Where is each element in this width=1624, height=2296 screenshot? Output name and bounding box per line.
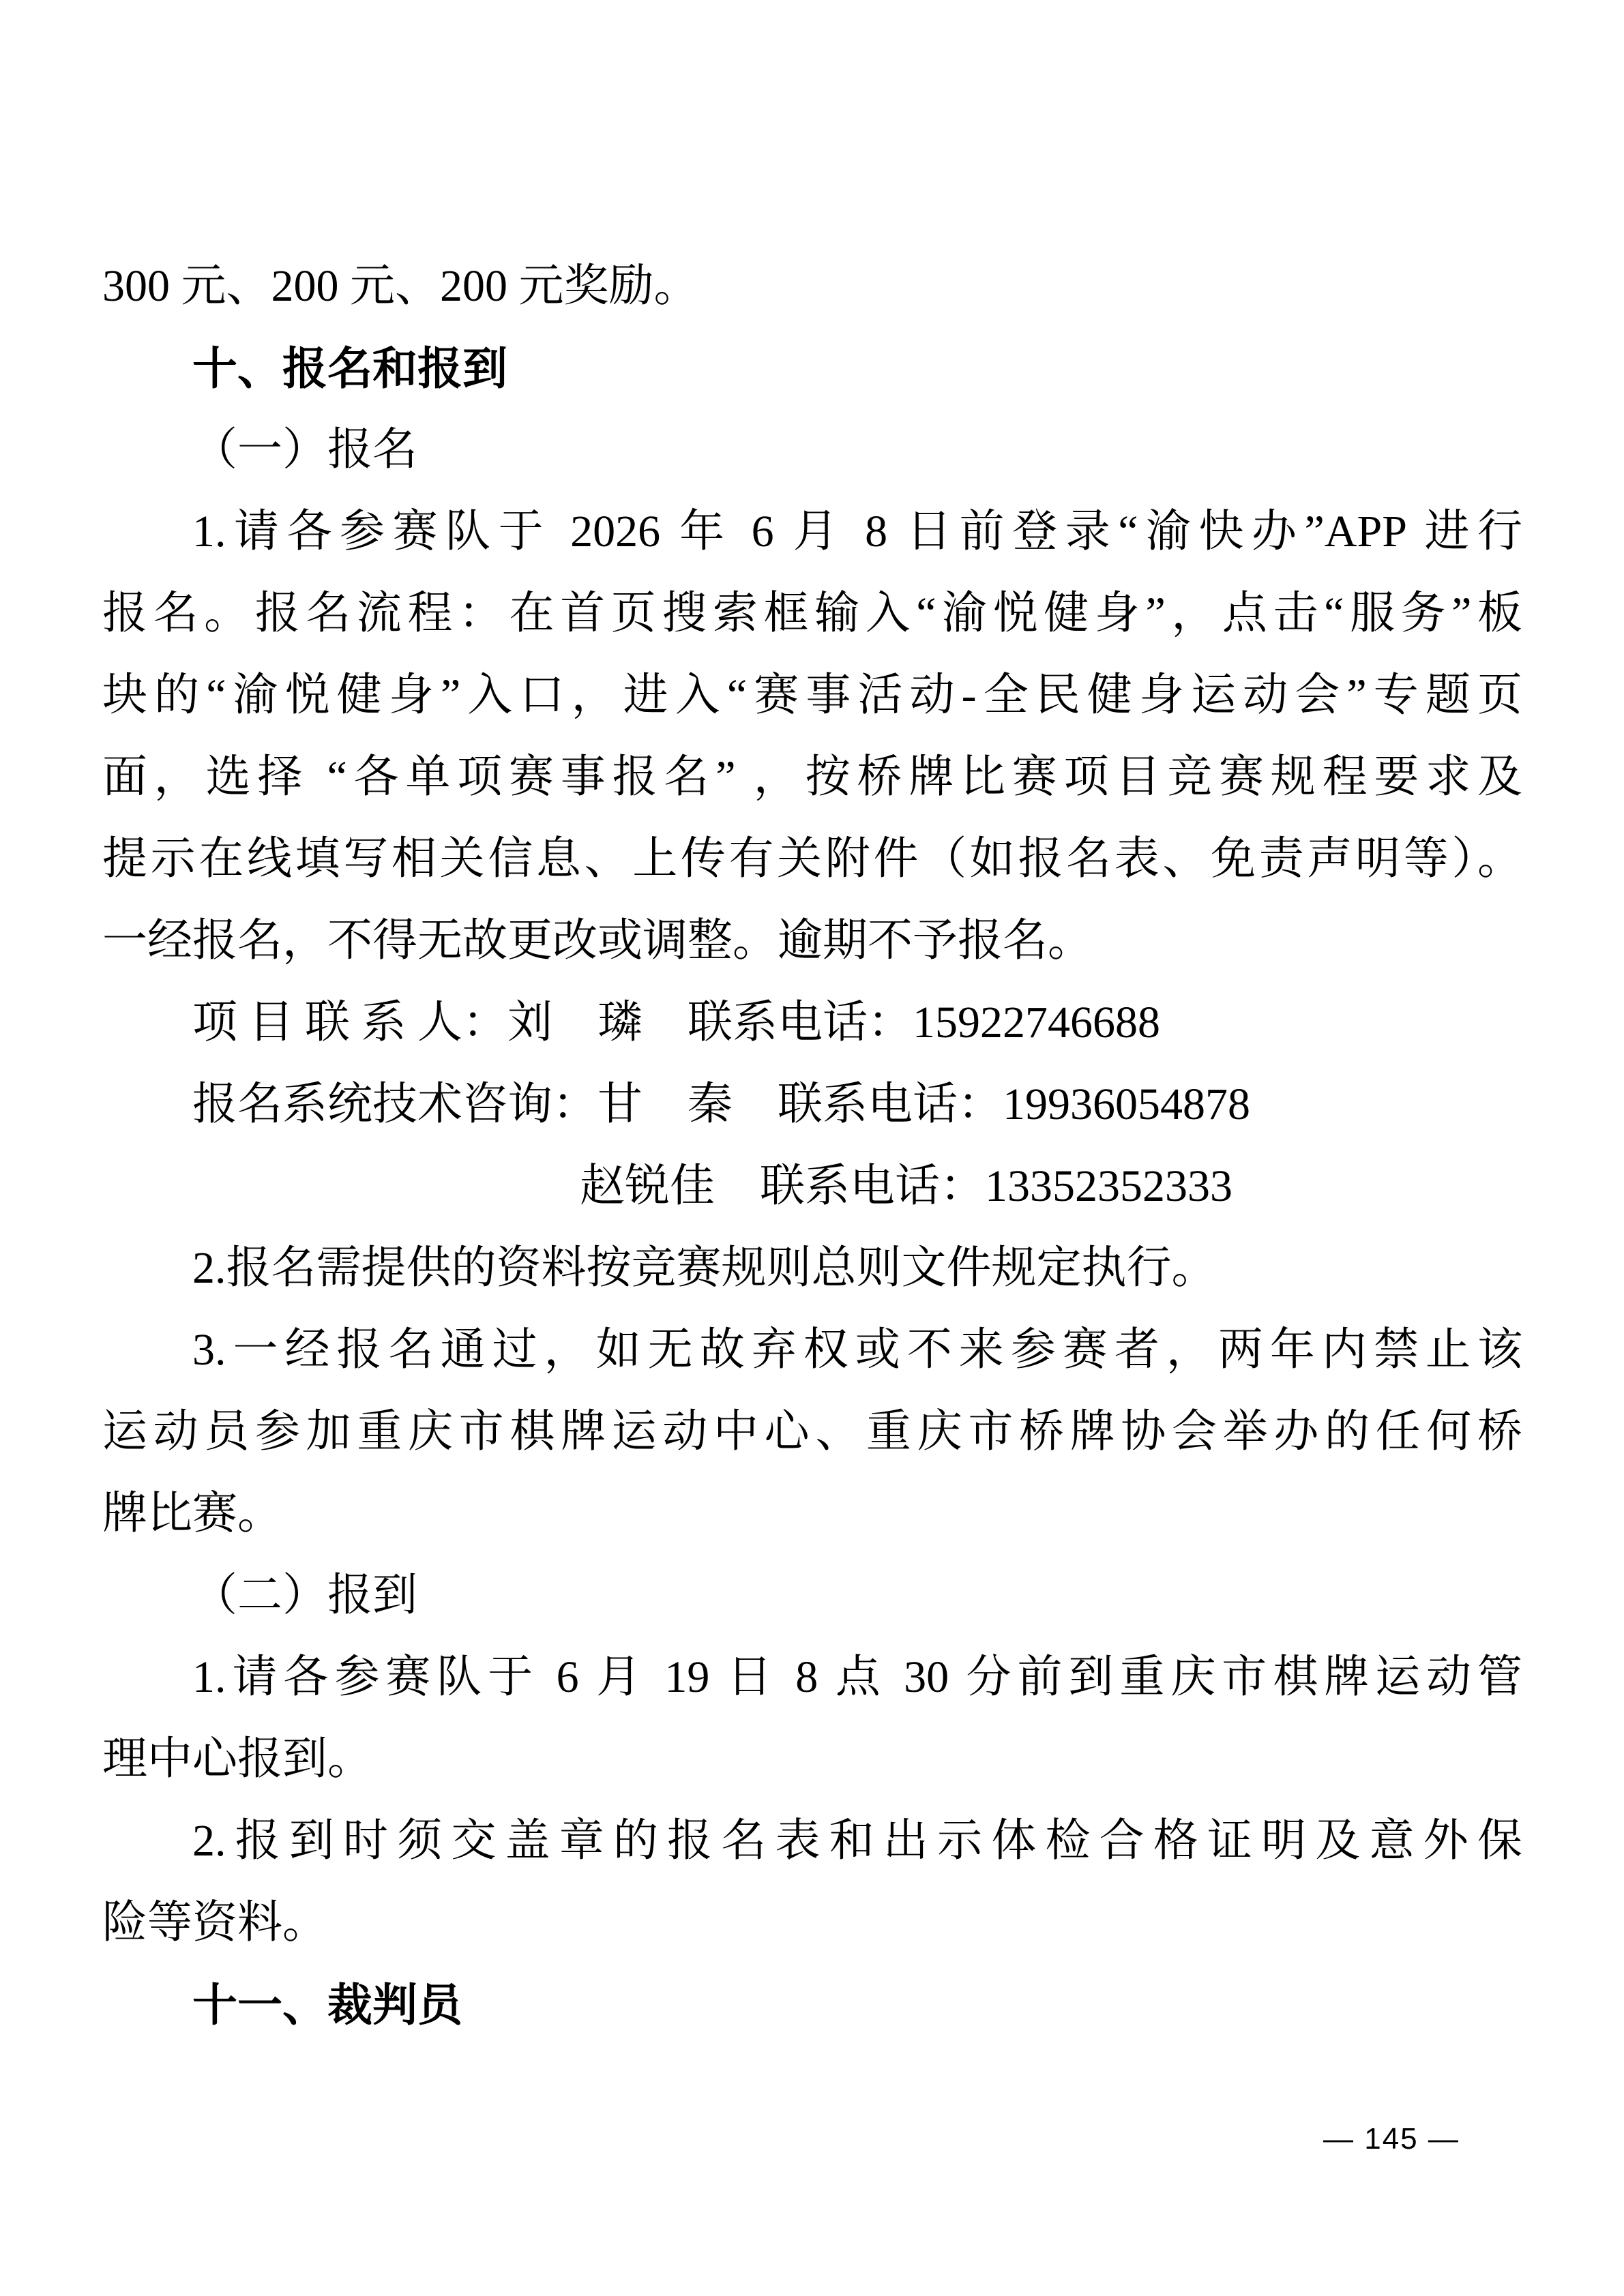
paragraph-line: 3.一经报名通过，如无故弃权或不来参赛者，两年内禁止该	[192, 1325, 1522, 1375]
paragraph-line: 300 元、200 元、200 元奖励。	[102, 261, 699, 311]
subsection-heading-2: （二）报到	[192, 1570, 417, 1620]
paragraph-line: 报名。报名流程：在首页搜索框输入“渝悦健身”，点击“服务”板	[102, 588, 1522, 638]
paragraph-line: 1.请各参赛队于 2026 年 6 月 8 日前登录“渝快办”APP 进行	[192, 507, 1522, 556]
contact-line: 项 目 联 系 人：刘 璘 联系电话：15922746688	[192, 998, 1160, 1047]
paragraph-line: 理中心报到。	[102, 1734, 372, 1784]
contact-line: 报名系统技术咨询：甘 秦 联系电话：19936054878	[192, 1079, 1250, 1129]
paragraph-line: 块的“渝悦健身”入口，进入“赛事活动-全民健身运动会”专题页	[102, 670, 1522, 720]
paragraph-line: 牌比赛。	[102, 1489, 282, 1538]
contact-line: 赵锐佳 联系电话：13352352333	[580, 1161, 1232, 1211]
paragraph-line: 提示在线填写相关信息、上传有关附件（如报名表、免责声明等）。	[102, 834, 1522, 884]
paragraph-line: 一经报名，不得无故更改或调整。逾期不予报名。	[102, 916, 1093, 966]
page-number: — 145 —	[1323, 2122, 1460, 2156]
paragraph-line: 2.报名需提供的资料按竞赛规则总则文件规定执行。	[192, 1243, 1217, 1293]
section-heading-10: 十、报名和报到	[192, 343, 507, 393]
paragraph-line: 1.请各参赛队于 6 月 19 日 8 点 30 分前到重庆市棋牌运动管	[192, 1652, 1522, 1702]
paragraph-line: 运动员参加重庆市棋牌运动中心、重庆市桥牌协会举办的任何桥	[102, 1407, 1522, 1457]
paragraph-line: 面，选择 “各单项赛事报名” ，按桥牌比赛项目竞赛规程要求及	[102, 752, 1522, 802]
document-body	[102, 245, 1522, 2046]
paragraph-line: 2.报到时须交盖章的报名表和出示体检合格证明及意外保	[192, 1816, 1522, 1866]
section-heading-11: 十一、裁判员	[192, 1980, 462, 2030]
subsection-heading-1: （一）报名	[192, 425, 417, 475]
paragraph-line: 险等资料。	[102, 1898, 327, 1948]
